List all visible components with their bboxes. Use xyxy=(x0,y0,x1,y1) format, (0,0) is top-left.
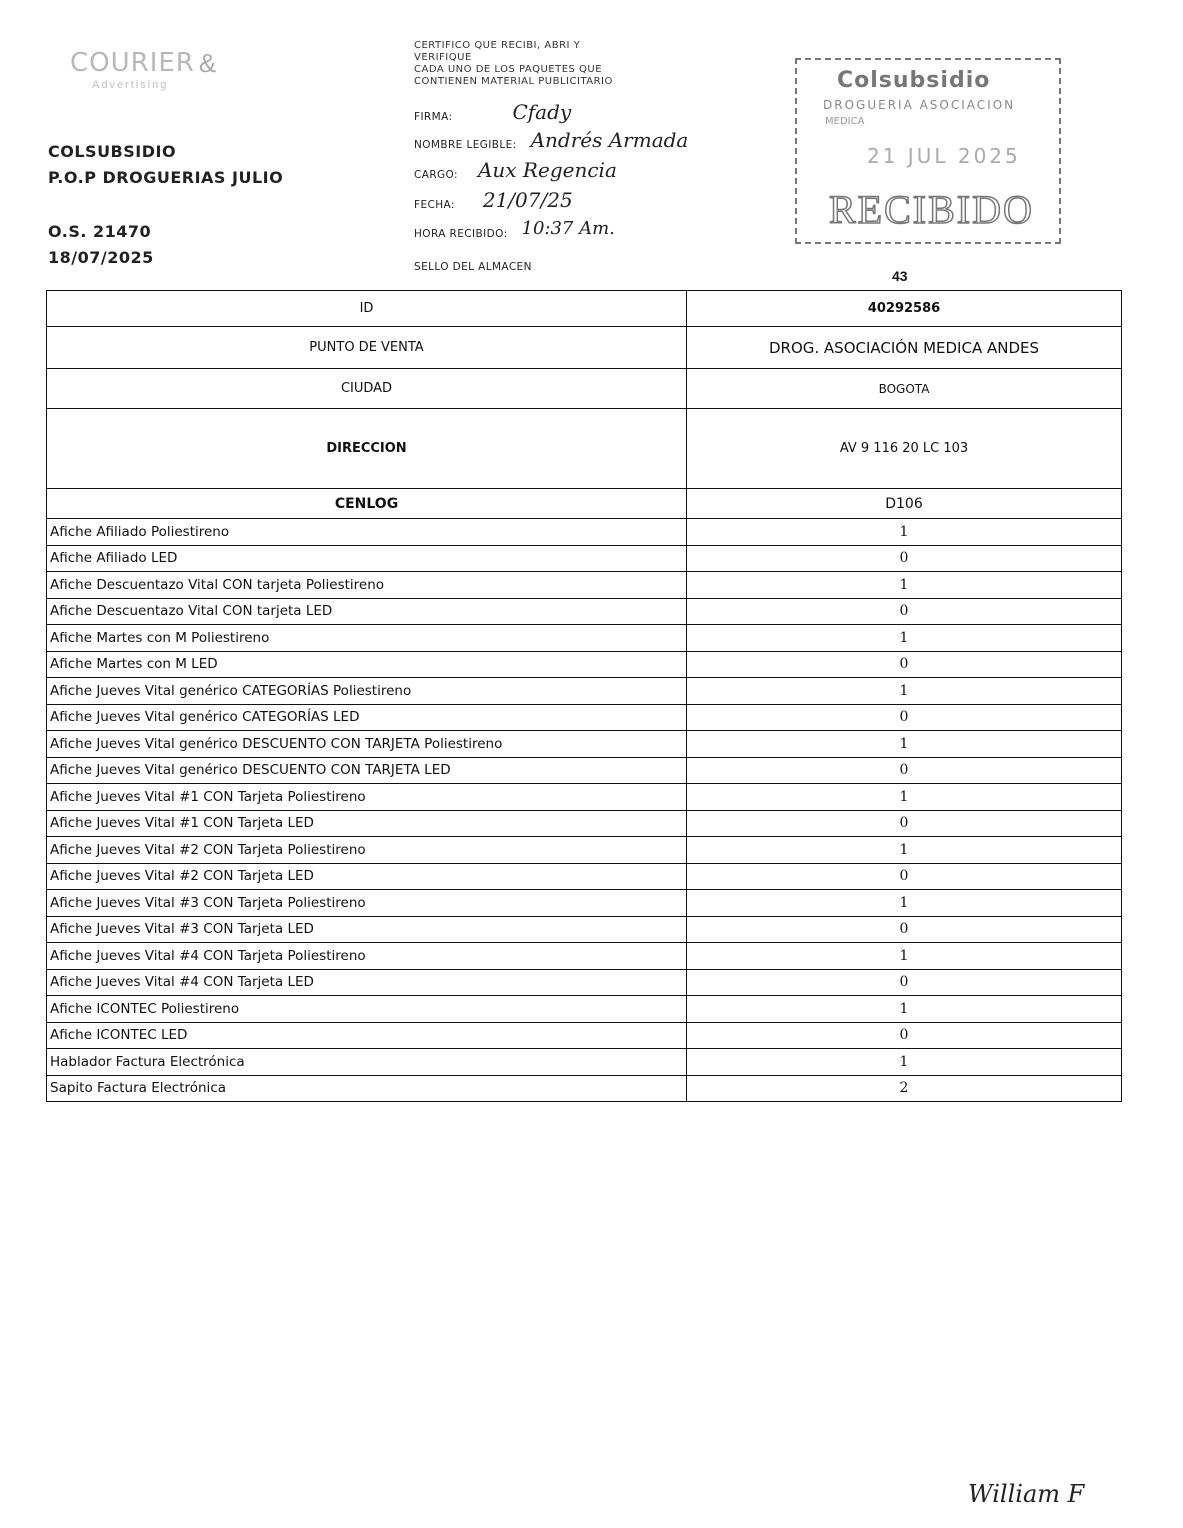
item-name: Afiche Afiliado Poliestireno xyxy=(47,519,687,546)
item-row xyxy=(47,678,1122,705)
item-row xyxy=(47,969,1122,996)
item-name: Hablador Factura Electrónica xyxy=(47,1049,687,1076)
item-name: Afiche ICONTEC Poliestireno xyxy=(47,996,687,1023)
item-quantity: 1 xyxy=(687,784,1122,811)
item-quantity: 1 xyxy=(687,731,1122,758)
item-row xyxy=(47,598,1122,625)
page-number: 43 xyxy=(892,268,908,284)
item-quantity: 0 xyxy=(687,651,1122,678)
courier-logo xyxy=(70,48,240,108)
item-quantity: 0 xyxy=(687,969,1122,996)
item-row xyxy=(47,625,1122,652)
item-quantity: 0 xyxy=(687,810,1122,837)
item-name: Afiche Jueves Vital #3 CON Tarjeta LED xyxy=(47,916,687,943)
item-row xyxy=(47,890,1122,917)
document-date: 18/07/2025 xyxy=(48,248,154,267)
item-row xyxy=(47,519,1122,546)
item-quantity: 2 xyxy=(687,1075,1122,1102)
stamp-brand: Colsubsidio xyxy=(837,68,991,93)
item-quantity: 1 xyxy=(687,943,1122,970)
item-name: Afiche Jueves Vital #1 CON Tarjeta Poliestireno xyxy=(47,784,687,811)
item-row xyxy=(47,916,1122,943)
item-name: Afiche ICONTEC LED xyxy=(47,1022,687,1049)
item-row xyxy=(47,545,1122,572)
position-row xyxy=(414,156,617,182)
item-row xyxy=(47,943,1122,970)
name-label: NOMBRE LEGIBLE: xyxy=(414,139,517,151)
stamp-store: DROGUERIA ASOCIACION xyxy=(823,98,1016,112)
info-value: AV 9 116 20 LC 103 xyxy=(687,409,1122,489)
item-name: Sapito Factura Electrónica xyxy=(47,1075,687,1102)
item-quantity: 1 xyxy=(687,837,1122,864)
handwritten-position: Aux Regencia xyxy=(477,158,617,182)
time-label: HORA RECIBIDO: xyxy=(414,228,508,240)
info-value: 40292586 xyxy=(687,291,1122,327)
stamp-status: RECIBIDO xyxy=(829,187,1034,232)
item-name: Afiche Martes con M LED xyxy=(47,651,687,678)
item-name: Afiche Jueves Vital #2 CON Tarjeta LED xyxy=(47,863,687,890)
item-quantity: 0 xyxy=(687,916,1122,943)
info-value: D106 xyxy=(687,489,1122,519)
item-name: Afiche Jueves Vital #1 CON Tarjeta LED xyxy=(47,810,687,837)
item-name: Afiche Jueves Vital genérico DESCUENTO CON TARJETA LED xyxy=(47,757,687,784)
warehouse-seal-label: SELLO DEL ALMACEN xyxy=(414,261,532,273)
date-label: FECHA: xyxy=(414,199,455,211)
item-row xyxy=(47,863,1122,890)
time-row xyxy=(414,215,615,241)
footer-signature: William F xyxy=(968,1480,1085,1508)
position-label: CARGO: xyxy=(414,169,458,181)
item-name: Afiche Descuentazo Vital CON tarjeta Poliestireno xyxy=(47,572,687,599)
info-row xyxy=(47,327,1122,369)
handwritten-signature: Cfady xyxy=(512,100,572,124)
item-quantity: 0 xyxy=(687,757,1122,784)
item-row xyxy=(47,1075,1122,1102)
logo-name: COURIER xyxy=(70,48,195,78)
item-name: Afiche Jueves Vital genérico CATEGORÍAS Poliestireno xyxy=(47,678,687,705)
certify-line: CADA UNO DE LOS PAQUETES QUE xyxy=(414,64,603,75)
company-name: COLSUBSIDIO xyxy=(48,142,177,161)
item-row xyxy=(47,837,1122,864)
info-value: BOGOTA xyxy=(687,369,1122,409)
info-row xyxy=(47,489,1122,519)
item-row xyxy=(47,651,1122,678)
item-row xyxy=(47,784,1122,811)
item-name: Afiche Afiliado LED xyxy=(47,545,687,572)
info-label: PUNTO DE VENTA xyxy=(47,327,687,369)
item-row xyxy=(47,704,1122,731)
item-name: Afiche Jueves Vital genérico DESCUENTO CON TARJETA Poliestireno xyxy=(47,731,687,758)
date-row xyxy=(414,186,573,212)
item-row xyxy=(47,1022,1122,1049)
info-label: CIUDAD xyxy=(47,369,687,409)
info-label: DIRECCION xyxy=(47,409,687,489)
logo-subtitle: Advertising xyxy=(92,79,169,91)
item-quantity: 1 xyxy=(687,890,1122,917)
handwritten-date: 21/07/25 xyxy=(482,188,573,212)
info-row xyxy=(47,369,1122,409)
delivery-table xyxy=(46,290,1122,1102)
item-quantity: 0 xyxy=(687,545,1122,572)
certify-line: CERTIFICO QUE RECIBI, ABRI Y xyxy=(414,40,581,51)
item-quantity: 0 xyxy=(687,598,1122,625)
item-name: Afiche Jueves Vital #2 CON Tarjeta Poliestireno xyxy=(47,837,687,864)
item-row xyxy=(47,572,1122,599)
item-name: Afiche Jueves Vital genérico CATEGORÍAS LED xyxy=(47,704,687,731)
info-value: DROG. ASOCIACIÓN MEDICA ANDES xyxy=(687,327,1122,369)
item-quantity: 1 xyxy=(687,678,1122,705)
certify-line: VERIFIQUE xyxy=(414,52,472,63)
handwritten-name: Andrés Armada xyxy=(530,128,689,152)
info-row xyxy=(47,291,1122,327)
item-quantity: 1 xyxy=(687,625,1122,652)
certify-line: CONTIENEN MATERIAL PUBLICITARIO xyxy=(414,76,613,87)
item-row xyxy=(47,996,1122,1023)
stamp-store-sub: MEDICA xyxy=(825,116,865,127)
received-stamp xyxy=(795,58,1061,244)
item-row xyxy=(47,731,1122,758)
item-quantity: 1 xyxy=(687,572,1122,599)
signature-label: FIRMA: xyxy=(414,111,453,123)
item-quantity: 1 xyxy=(687,519,1122,546)
item-row xyxy=(47,1049,1122,1076)
info-label: ID xyxy=(47,291,687,327)
name-row xyxy=(414,126,688,152)
item-name: Afiche Jueves Vital #4 CON Tarjeta Poliestireno xyxy=(47,943,687,970)
item-quantity: 0 xyxy=(687,863,1122,890)
item-quantity: 1 xyxy=(687,1049,1122,1076)
stamp-date: 21 JUL 2025 xyxy=(867,144,1021,168)
item-row xyxy=(47,757,1122,784)
item-name: Afiche Descuentazo Vital CON tarjeta LED xyxy=(47,598,687,625)
info-row xyxy=(47,409,1122,489)
item-name: Afiche Jueves Vital #3 CON Tarjeta Poliestireno xyxy=(47,890,687,917)
order-number: O.S. 21470 xyxy=(48,222,152,241)
item-quantity: 0 xyxy=(687,1022,1122,1049)
info-label: CENLOG xyxy=(47,489,687,519)
certify-text xyxy=(414,40,613,88)
project-name: P.O.P DROGUERIAS JULIO xyxy=(48,168,284,187)
item-name: Afiche Martes con M Poliestireno xyxy=(47,625,687,652)
item-quantity: 0 xyxy=(687,704,1122,731)
handwritten-time: 10:37 Am. xyxy=(521,218,615,239)
signature-row xyxy=(414,98,571,124)
logo-mark: & xyxy=(198,48,217,78)
item-name: Afiche Jueves Vital #4 CON Tarjeta LED xyxy=(47,969,687,996)
seal-row xyxy=(414,248,532,274)
item-row xyxy=(47,810,1122,837)
item-quantity: 1 xyxy=(687,996,1122,1023)
